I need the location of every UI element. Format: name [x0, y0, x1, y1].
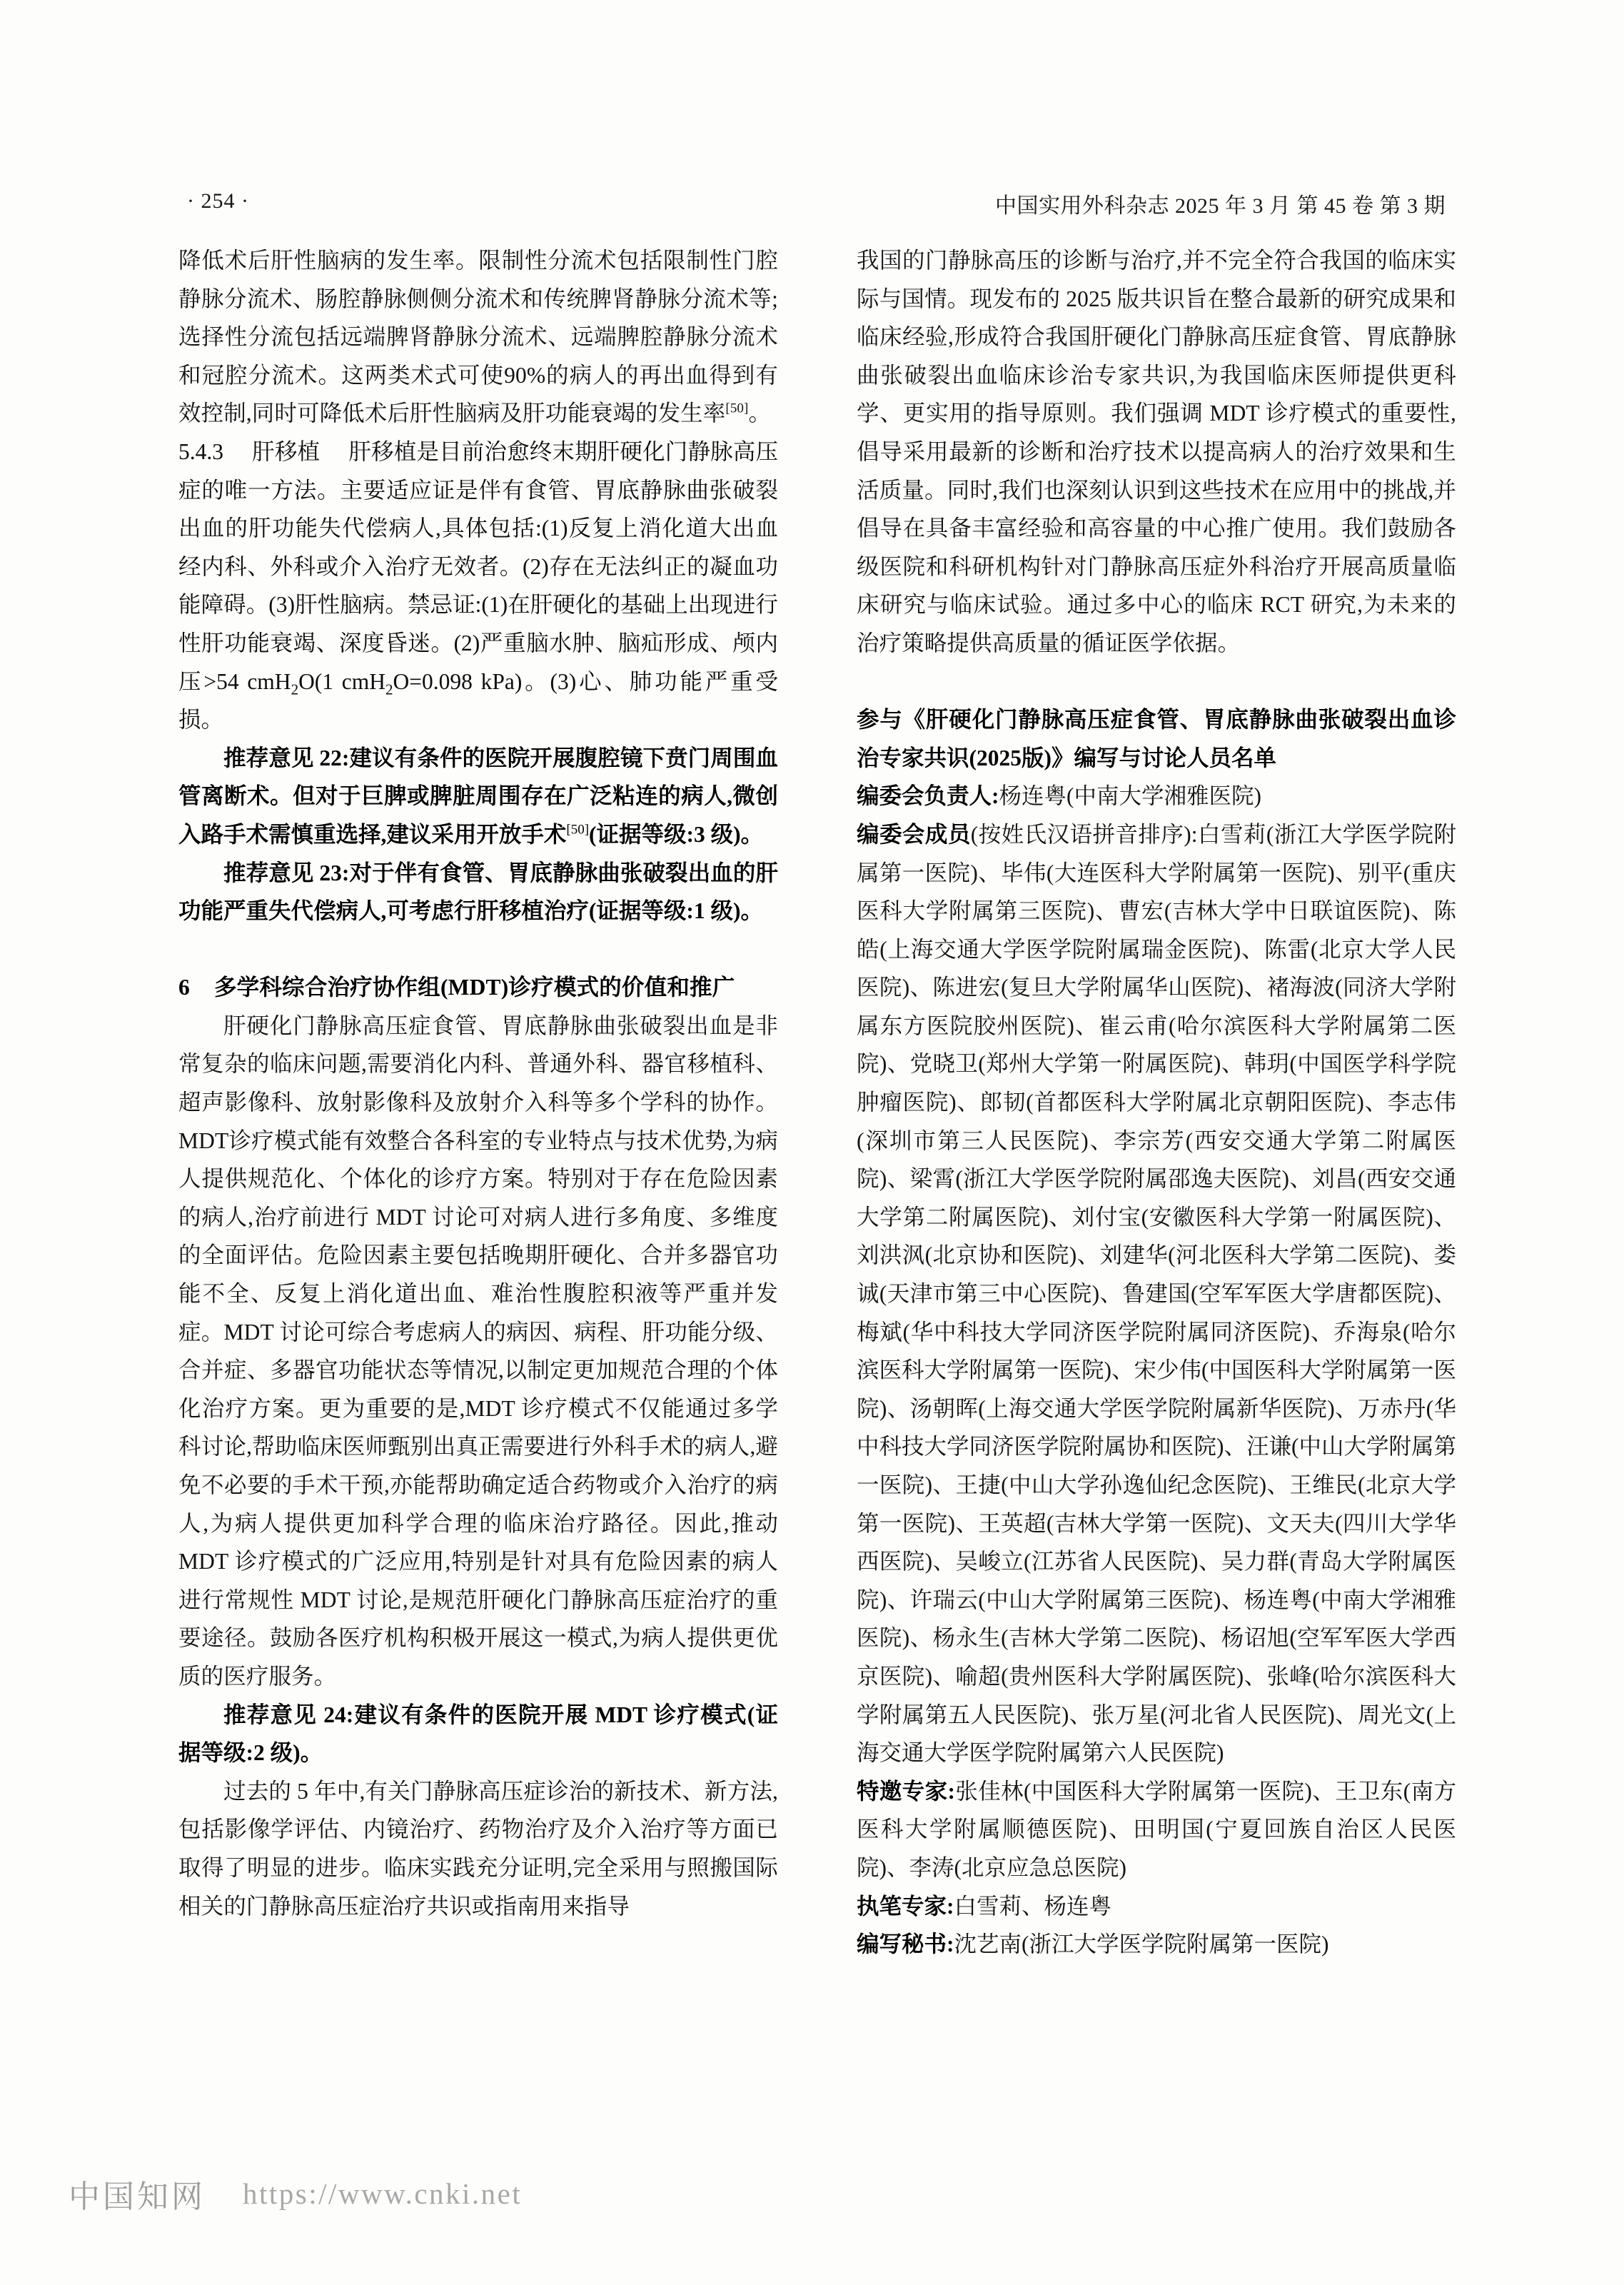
- reference-marker: [50]: [725, 401, 749, 416]
- roster-chair: [857, 777, 1456, 815]
- section-body-c: O=0.098 kPa)。(3)心、肺功能严重受损。: [178, 668, 778, 733]
- body-columns: [178, 241, 1456, 2041]
- reference-marker-22: [50]: [566, 822, 590, 838]
- section-6-number: 6: [178, 975, 190, 1000]
- roster-writing-value: 白雪莉、杨连粤: [954, 1893, 1112, 1919]
- section-body: 肝移植是目前治愈终末期肝硬化门静脉高压症的唯一方法。主要适应证是伴有食管、胃底静脉曲张破裂出血的肝功能失代偿病人,具体包括:(1)反复上消化道大出血经内科、外科或介入治疗无效者。(2)存在无法纠正的凝血功能障碍。(3)肝性脑病。禁忌证:(1)在肝硬化的基础上出现进行性肝功能衰竭、深度昏迷。(2)严重脑水肿、脑疝形成、颅内压>54 cmH: [178, 438, 778, 694]
- journal-citation-line: 中国实用外科杂志 2025 年 3 月 第 45 卷 第 3 期: [995, 194, 1446, 218]
- left-column: [178, 241, 778, 2041]
- page-folio: · 254 ·: [187, 189, 249, 213]
- section-spacer: [178, 930, 778, 969]
- running-head: [178, 182, 1446, 222]
- section-title: 肝移植: [252, 438, 321, 464]
- closing-paragraph-left: 过去的 5 年中,有关门静脉高压症诊治的新技术、新方法,包括影像学评估、内镜治疗、药物治疗及介入治疗等方面已取得了明显的进步。临床实践充分证明,完全采用与照搬国际相关的门静脉高压症治疗共识或指南用来指导: [178, 1778, 778, 1919]
- section-body-b: O(1 cmH: [298, 668, 385, 694]
- roster-secretary-value: 沈艺南(浙江大学医学院附属第一医院): [954, 1932, 1329, 1957]
- recommendation-22: [178, 739, 778, 854]
- roster-title: 参与《肝硬化门静脉高压症食管、胃底静脉曲张破裂出血诊治专家共识(2025版)》编写与讨论人员名单: [857, 707, 1456, 770]
- roster-chair-sep: :: [992, 783, 999, 809]
- section-5-4-3: [178, 433, 778, 739]
- recommendation-22-tail: (证据等级:3 级)。: [589, 821, 764, 847]
- closing-paragraph-right: 我国的门静脉高压的诊断与治疗,并不完全符合我国的临床实际与国情。现发布的 2025 版共识旨在整合最新的研究成果和临床经验,形成符合我国肝硬化门静脉高压症食管、胃底静脉曲张破裂出血临床诊治专家共识,为我国临床医师提供更科学、更实用的指导原则。我们强调 MDT 诊疗模式的重要性,倡导采用最新的诊断和治疗技术以提高病人的治疗效果和生活质量。同时,我们也深刻认识到这些技术在应用中的挑战,并倡导在具备丰富经验和高容量的中心推广使用。我们鼓励各级医院和科研机构针对门静脉高压症外科治疗开展高质量临床研究与临床试验。通过多中心的临床 RCT 研究,为未来的治疗策略提供高质量的循证医学依据。: [857, 248, 1456, 656]
- roster-chair-value: 杨连粤(中南大学湘雅医院): [999, 783, 1261, 809]
- roster-writing-sep: :: [947, 1893, 954, 1919]
- section-6-title: 多学科综合治疗协作组(MDT)诊疗模式的价值和推广: [213, 975, 735, 1000]
- recommendation-22-head: 推荐意见 22:: [223, 745, 350, 770]
- roster-invited-label: 特邀专家: [857, 1778, 948, 1804]
- recommendation-24-text: 建议有条件的医院开展 MDT 诊疗模式(证据等级:2 级)。: [178, 1702, 778, 1766]
- recommendation-22-text: 建议有条件的医院开展腹腔镜下贲门周围血管离断术。但对于巨脾或脾脏周围存在广泛粘连的病人,微创入路手术需慎重选择,建议采用开放手术: [178, 745, 778, 847]
- cnki-logo-text: 中国知网: [69, 2179, 206, 2215]
- section-6-paragraph: 肝硬化门静脉高压症食管、胃底静脉曲张破裂出血是非常复杂的临床问题,需要消化内科、普通外科、器官移植科、超声影像科、放射影像科及放射介入科等多个学科的协作。MDT诊疗模式能有效整合各科室的专业特点与技术优势,为病人提供规范化、个体化的诊疗方案。特别对于存在危险因素的病人,治疗前进行 MDT 讨论可对病人进行多角度、多维度的全面评估。危险因素主要包括晚期肝硬化、合并多器官功能不全、反复上消化道出血、难治性腹腔积液等严重并发症。MDT 讨论可综合考虑病人的病因、病程、肝功能分级、合并症、多器官功能状态等情况,以制定更加规范合理的个体化治疗方案。更为重要的是,MDT 诊疗模式不仅能通过多学科讨论,帮助临床医师甄别出真正需要进行外科手术的病人,避免不必要的手术干预,亦能帮助确定适合药物或介入治疗的病人,为病人提供更加科学合理的临床治疗路径。因此,推动 MDT 诊疗模式的广泛应用,特别是针对具有危险因素的病人进行常规性 MDT 讨论,是规范肝硬化门静脉高压症治疗的重要途径。鼓励各医疗机构积极开展这一模式,为病人提供更优质的医疗服务。: [178, 1013, 778, 1689]
- roster-invited-experts: [857, 1772, 1456, 1887]
- recommendation-23-head: 推荐意见 23:: [223, 860, 350, 885]
- roster-invited-value: 张佳林(中国医科大学附属第一医院)、王卫东(南方医科大学附属顺德医院)、田明国(宁夏回族自治区人民医院)、李涛(北京应急总医院): [857, 1778, 1456, 1880]
- roster-members: [857, 815, 1456, 1772]
- paragraph-text: 降低术后肝性脑病的发生率。限制性分流术包括限制性门腔静脉分流术、肠腔静脉侧侧分流术和传统脾肾静脉分流术等;选择性分流包括远端脾肾静脉分流术、远端脾腔静脉分流术和冠腔分流术。这两类术式可使90%的病人的再出血得到有效控制,同时可降低术后肝性脑病及肝功能衰竭的发生率: [178, 248, 778, 426]
- right-column: [857, 241, 1456, 2041]
- roster-secretary-sep: :: [947, 1932, 954, 1957]
- roster-secretary: [857, 1925, 1456, 1964]
- chem-subscript: 2: [291, 680, 299, 698]
- cnki-watermark: [69, 2171, 522, 2216]
- recommendation-23: [178, 854, 778, 930]
- roster-members-note: (按姓氏汉语拼音排序): [970, 821, 1191, 847]
- chem-subscript-2: 2: [385, 680, 393, 698]
- recommendation-23-text: 对于伴有食管、胃底静脉曲张破裂出血的肝功能严重失代偿病人,可考虑行肝移植治疗(证据等级:1 级)。: [178, 860, 778, 924]
- paragraph-tail: 。: [748, 401, 772, 426]
- recommendation-24: [178, 1696, 778, 1772]
- paragraph-shunt-continued: [178, 241, 778, 433]
- section-6-heading: [178, 968, 778, 1007]
- roster-writing-label: 执笔专家: [857, 1893, 947, 1919]
- roster-members-label: 编委会成员: [857, 821, 971, 847]
- roster-secretary-label: 编写秘书: [857, 1932, 947, 1957]
- roster-writing-experts: [857, 1887, 1456, 1926]
- cnki-url-text: https://www.cnki.net: [243, 2177, 523, 2210]
- roster-members-sep: :: [1191, 821, 1198, 847]
- section-number: 5.4.3: [178, 438, 223, 464]
- roster-chair-label: 编委会负责人: [857, 783, 992, 809]
- recommendation-24-head: 推荐意见 24:: [223, 1702, 354, 1727]
- roster-invited-sep: :: [947, 1778, 956, 1804]
- roster-spacer: [857, 663, 1456, 701]
- roster-members-value: 白雪莉(浙江大学医学院附属第一医院)、毕伟(大连医科大学附属第一医院)、别平(重庆医科大学附属第三医院)、曹宏(吉林大学中日联谊医院)、陈皓(上海交通大学医学院附属瑞金医院)、陈雷(北京大学人民医院)、陈进宏(复旦大学附属华山医院)、褚海波(同济大学附属东方医院胶州医院)、崔云甫(哈尔滨医科大学附属第二医院)、党晓卫(郑州大学第一附属医院)、韩玥(中国医学科学院肿瘤医院)、郎韧(首都医科大学附属北京朝阳医院)、李志伟(深圳市第三人民医院)、李宗芳(西安交通大学第二附属医院)、梁霄(浙江大学医学院附属邵逸夫医院)、刘昌(西安交通大学第二附属医院)、刘付宝(安徽医科大学第一附属医院)、刘洪沨(北京协和医院)、刘建华(河北医科大学第二医院)、娄诚(天津市第三中心医院)、鲁建国(空军军医大学唐都医院)、梅斌(华中科技大学同济医学院附属同济医院)、乔海泉(哈尔滨医科大学附属第一医院)、宋少伟(中国医科大学附属第一医院)、汤朝晖(上海交通大学医学院附属新华医院)、万赤丹(华中科技大学同济医学院附属协和医院)、汪谦(中山大学附属第一医院)、王捷(中山大学孙逸仙纪念医院)、王维民(北京大学第一医院)、王英超(吉林大学第一医院)、文天夫(四川大学华西医院)、吴峻立(江苏省人民医院)、吴力群(青岛大学附属医院)、许瑞云(中山大学附属第三医院)、杨连粤(中南大学湘雅医院)、杨永生(吉林大学第二医院)、杨诏旭(空军军医大学西京医院)、喻超(贵州医科大学附属医院)、张峰(哈尔滨医科大学附属第五人民医院)、张万星(河北省人民医院)、周光文(上海交通大学医学院附属第六人民医院): [857, 821, 1456, 1766]
